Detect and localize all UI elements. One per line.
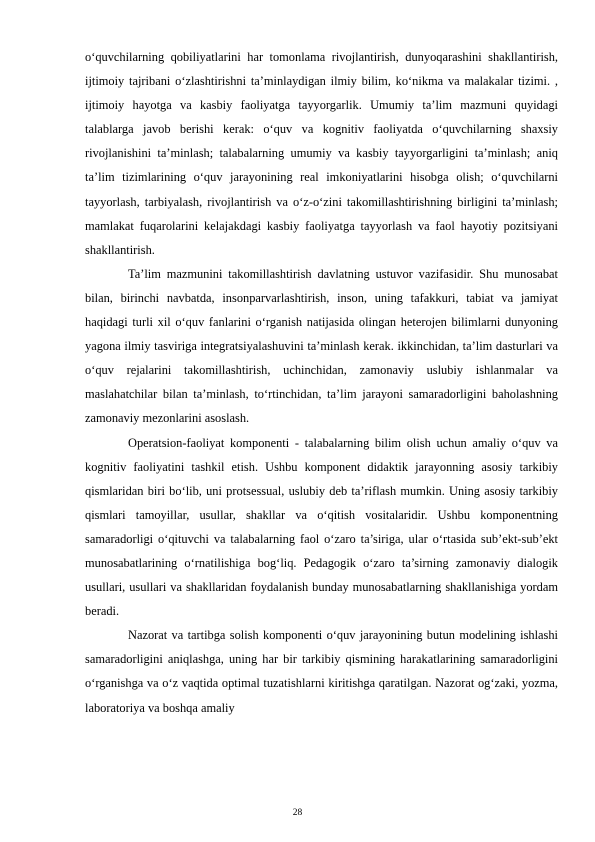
paragraph-4: Nazorat va tartibga solish komponenti o‘quv jarayonining butun modelining ishlashi samaradorligini aniqlashga, uning har bir tarkibiy qismining harakatlarining samaradorligini o‘rganishga va o‘z vaqtida optimal tuzatishlarni kiritishga qaratilgan. Nazorat og‘zaki, yozma, laboratoriya va boshqa amaliy xyxy=(85,628,558,715)
document-page xyxy=(85,45,558,720)
paragraph-2: Ta’lim mazmunini takomillashtirish davlatning ustuvor vazifasidir. Shu munosabat bilan, birinchi navbatda, insonparvarlashtirish, inson, uning tafakkuri, tabiat va jamiyat haqidagi turli xil o‘quv fanlarini o‘rganish natijasida olingan heterojen bilimlarni dunyoning yagona ilmiy tasviriga integratsiyalashuvini ta’minlash kerak. ikkinchidan, ta’lim dasturlari va o‘quv rejalarini takomillashtirish, uchinchidan, zamonaviy uslubiy ishlanmalar va maslahatchilar bilan ta’minlash, to‘rtinchidan, ta’lim jarayoni samaradorligini baholashning zamonaviy mezonlarini asoslash. xyxy=(85,266,558,426)
paragraph-1: o‘quvchilarning qobiliyatlarini har tomonlama rivojlantirish, dunyoqarashini shakllantirish, ijtimoiy tajribani o‘zlashtirishni ta’minlaydigan ilmiy bilim, ko‘nikma va malakalar tizimi. , ijtimoiy hayotga va kasbiy faoliyatga tayyorgarlik. Umumiy ta’lim mazmuni quyidagi talablarga javob berishi kerak: o‘quv va kognitiv faoliyatda o‘quvchilarning shaxsiy rivojlanishini ta’minlash; talabalarning umumiy va kasbiy tayyorgarligini ta’minlash; aniq ta’lim tizimlarining o‘quv jarayonining real imkoniyatlarini hisobga olish; o‘quvchilarni tayyorlash, tarbiyalash, rivojlantirish va o‘z-o‘zini takomillashtirishning birligini ta’minlash; mamlakat fuqarolarini kelajakdagi kasbiy faoliyatga tayyorlash va faol hayotiy pozitsiyani shakllantirish. xyxy=(85,50,558,257)
paragraph-3: Operatsion-faoliyat komponenti - talabalarning bilim olish uchun amaliy o‘quv va kognitiv faoliyatini tashkil etish. Ushbu komponent didaktik jarayonning asosiy tarkibiy qismlaridan biri bo‘lib, uni protsessual, uslubiy deb ta’riflash mumkin. Uning asosiy tarkibiy qismlari tamoyillar, usullar, shakllar va o‘qitish vositalaridir. Ushbu komponentning samaradorligi o‘qituvchi va talabalarning faol o‘zaro ta’siriga, ular o‘rtasida sub’ekt-sub’ekt munosabatlarining o‘rnatilishiga bog‘liq. Pedagogik o‘zaro ta’sirning zamonaviy dialogik usullari, usullari va shakllaridan foydalanish bunday munosabatlarning shakllanishiga yordam beradi. xyxy=(85,435,558,619)
page-number: 28 xyxy=(292,808,303,818)
